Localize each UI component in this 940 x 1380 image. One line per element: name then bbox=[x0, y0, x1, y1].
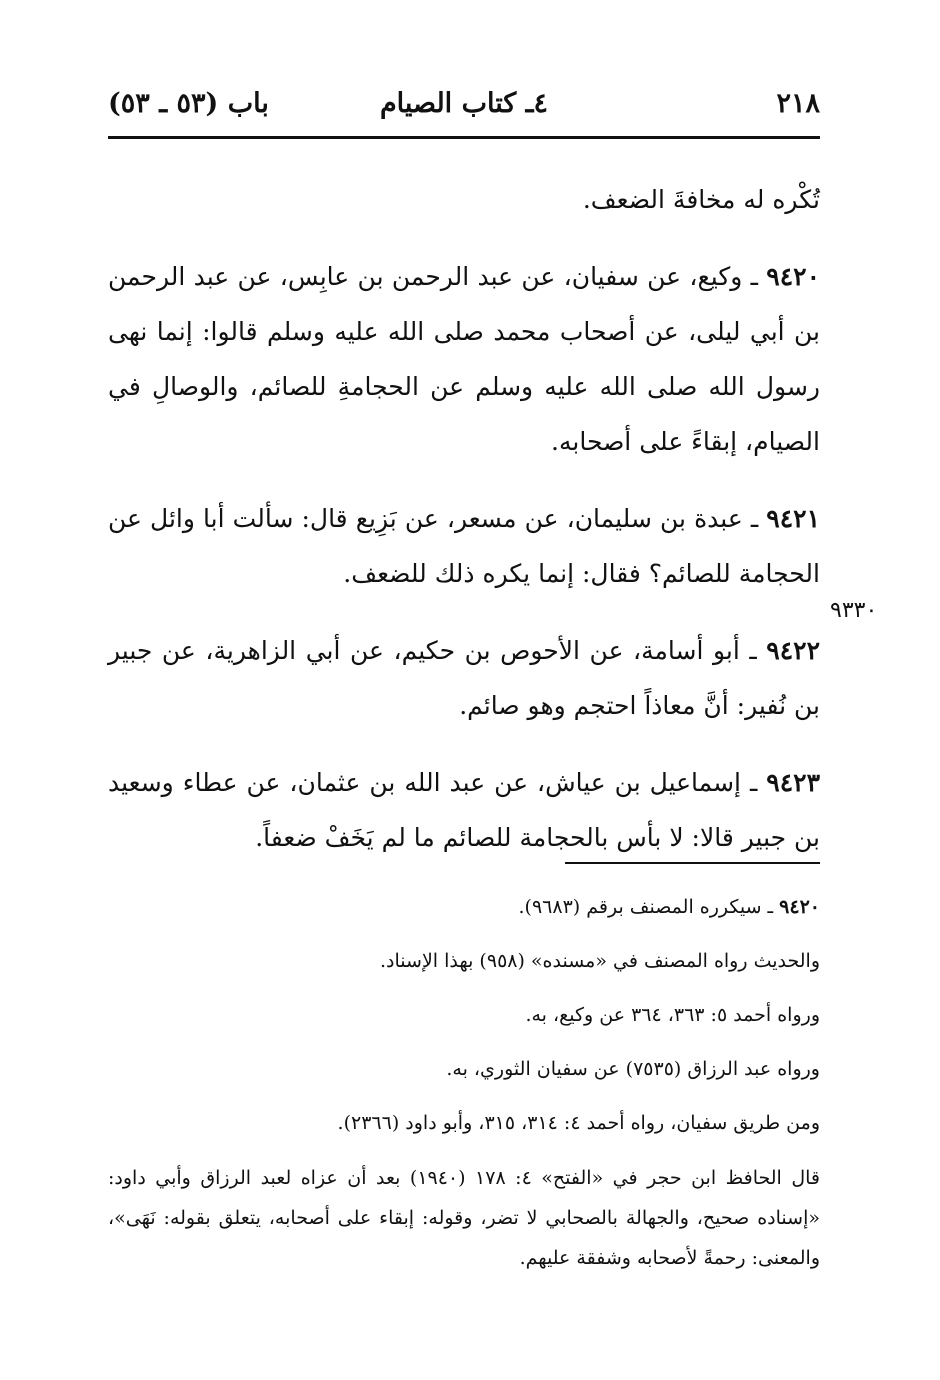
footnote-text: ـ سيكرره المصنف برقم (٩٦٨٣). bbox=[518, 896, 780, 918]
footnote-number: ٩٤٢٠ bbox=[779, 896, 820, 918]
footnote-line: ومن طريق سفيان، رواه أحمد ٤: ٣١٤، ٣١٥، وأبو داود (٢٣٦٦). bbox=[337, 1112, 820, 1134]
hadith-text: ـ وكيع، عن سفيان، عن عبد الرحمن بن عابِس، عن عبد الرحمن بن أبي ليلى، عن أصحاب محمد صلى الله عليه وسلم قالوا: إنما نهى رسول الله صلى الله عليه وسلم عن الحجامةِ للصائم، والوصالِ في الصيام، إبقاءً على أصحابه. bbox=[108, 262, 820, 456]
hadith-text: ـ عبدة بن سليمان، عن مسعر، عن بَزِيع قال: سألت أبا وائل عن الحجامة للصائم؟ فقال: إنما يكره ذلك للضعف. bbox=[108, 504, 820, 588]
hadith-number: ٩٤٢٢ bbox=[766, 636, 820, 665]
intro-line: تُكْره له مخافةَ الضعف. bbox=[582, 185, 820, 214]
footnote-separator bbox=[565, 862, 820, 864]
hadith-number: ٩٤٢١ bbox=[766, 504, 820, 533]
footnote-line: والحديث رواه المصنف في «مسنده» (٩٥٨) بهذا الإسناد. bbox=[380, 950, 820, 972]
hadith-number: ٩٤٢٣ bbox=[766, 768, 820, 797]
footnote-line bbox=[108, 880, 820, 934]
book-title: ٤ـ كتاب الصيام bbox=[379, 88, 549, 119]
hadith-number: ٩٤٢٠ bbox=[766, 262, 820, 291]
hadith-9420 bbox=[108, 249, 820, 469]
hadith-9423 bbox=[108, 755, 820, 865]
hadith-text: ـ إسماعيل بن عياش، عن عبد الله بن عثمان، عن عطاء وسعيد بن جبير قالا: لا بأس بالحجامة للصائم ما لم يَخَفْ ضعفاً. bbox=[108, 768, 820, 852]
footnote-long-note: قال الحافظ ابن حجر في «الفتح» ٤: ١٧٨ (١٩٤٠) بعد أن عزاه لعبد الرزاق وأبي داود: «إسناده صحيح، والجهالة بالصحابي لا تضر، وقوله: إبقاء على أصحابه، يتعلق بقوله: نَهَى»، والمعنى: رحمةً لأصحابه وشفقة عليهم. bbox=[108, 1167, 820, 1269]
main-text bbox=[108, 172, 820, 887]
footnote-line: ورواه أحمد ٥: ٣٦٣، ٣٦٤ عن وكيع، به. bbox=[525, 1004, 820, 1026]
hadith-text: ـ أبو أسامة، عن الأحوص بن حكيم، عن أبي الزاهرية، عن جبير بن نُفير: أنَّ معاذاً احتجم وهو صائم. bbox=[108, 636, 820, 720]
margin-reference-number: ٩٣٣٠ bbox=[830, 598, 878, 623]
hadith-9422 bbox=[108, 623, 820, 733]
hadith-9421 bbox=[108, 491, 820, 601]
chapter-label: باب (٥٣ ـ ٥٣) bbox=[108, 88, 269, 119]
page-number: ٢١٨ bbox=[776, 88, 820, 119]
header-rule bbox=[108, 136, 820, 139]
footnote-line: ورواه عبد الرزاق (٧٥٣٥) عن سفيان الثوري، به. bbox=[446, 1058, 820, 1080]
running-header bbox=[108, 88, 820, 130]
footnotes bbox=[108, 880, 820, 1278]
